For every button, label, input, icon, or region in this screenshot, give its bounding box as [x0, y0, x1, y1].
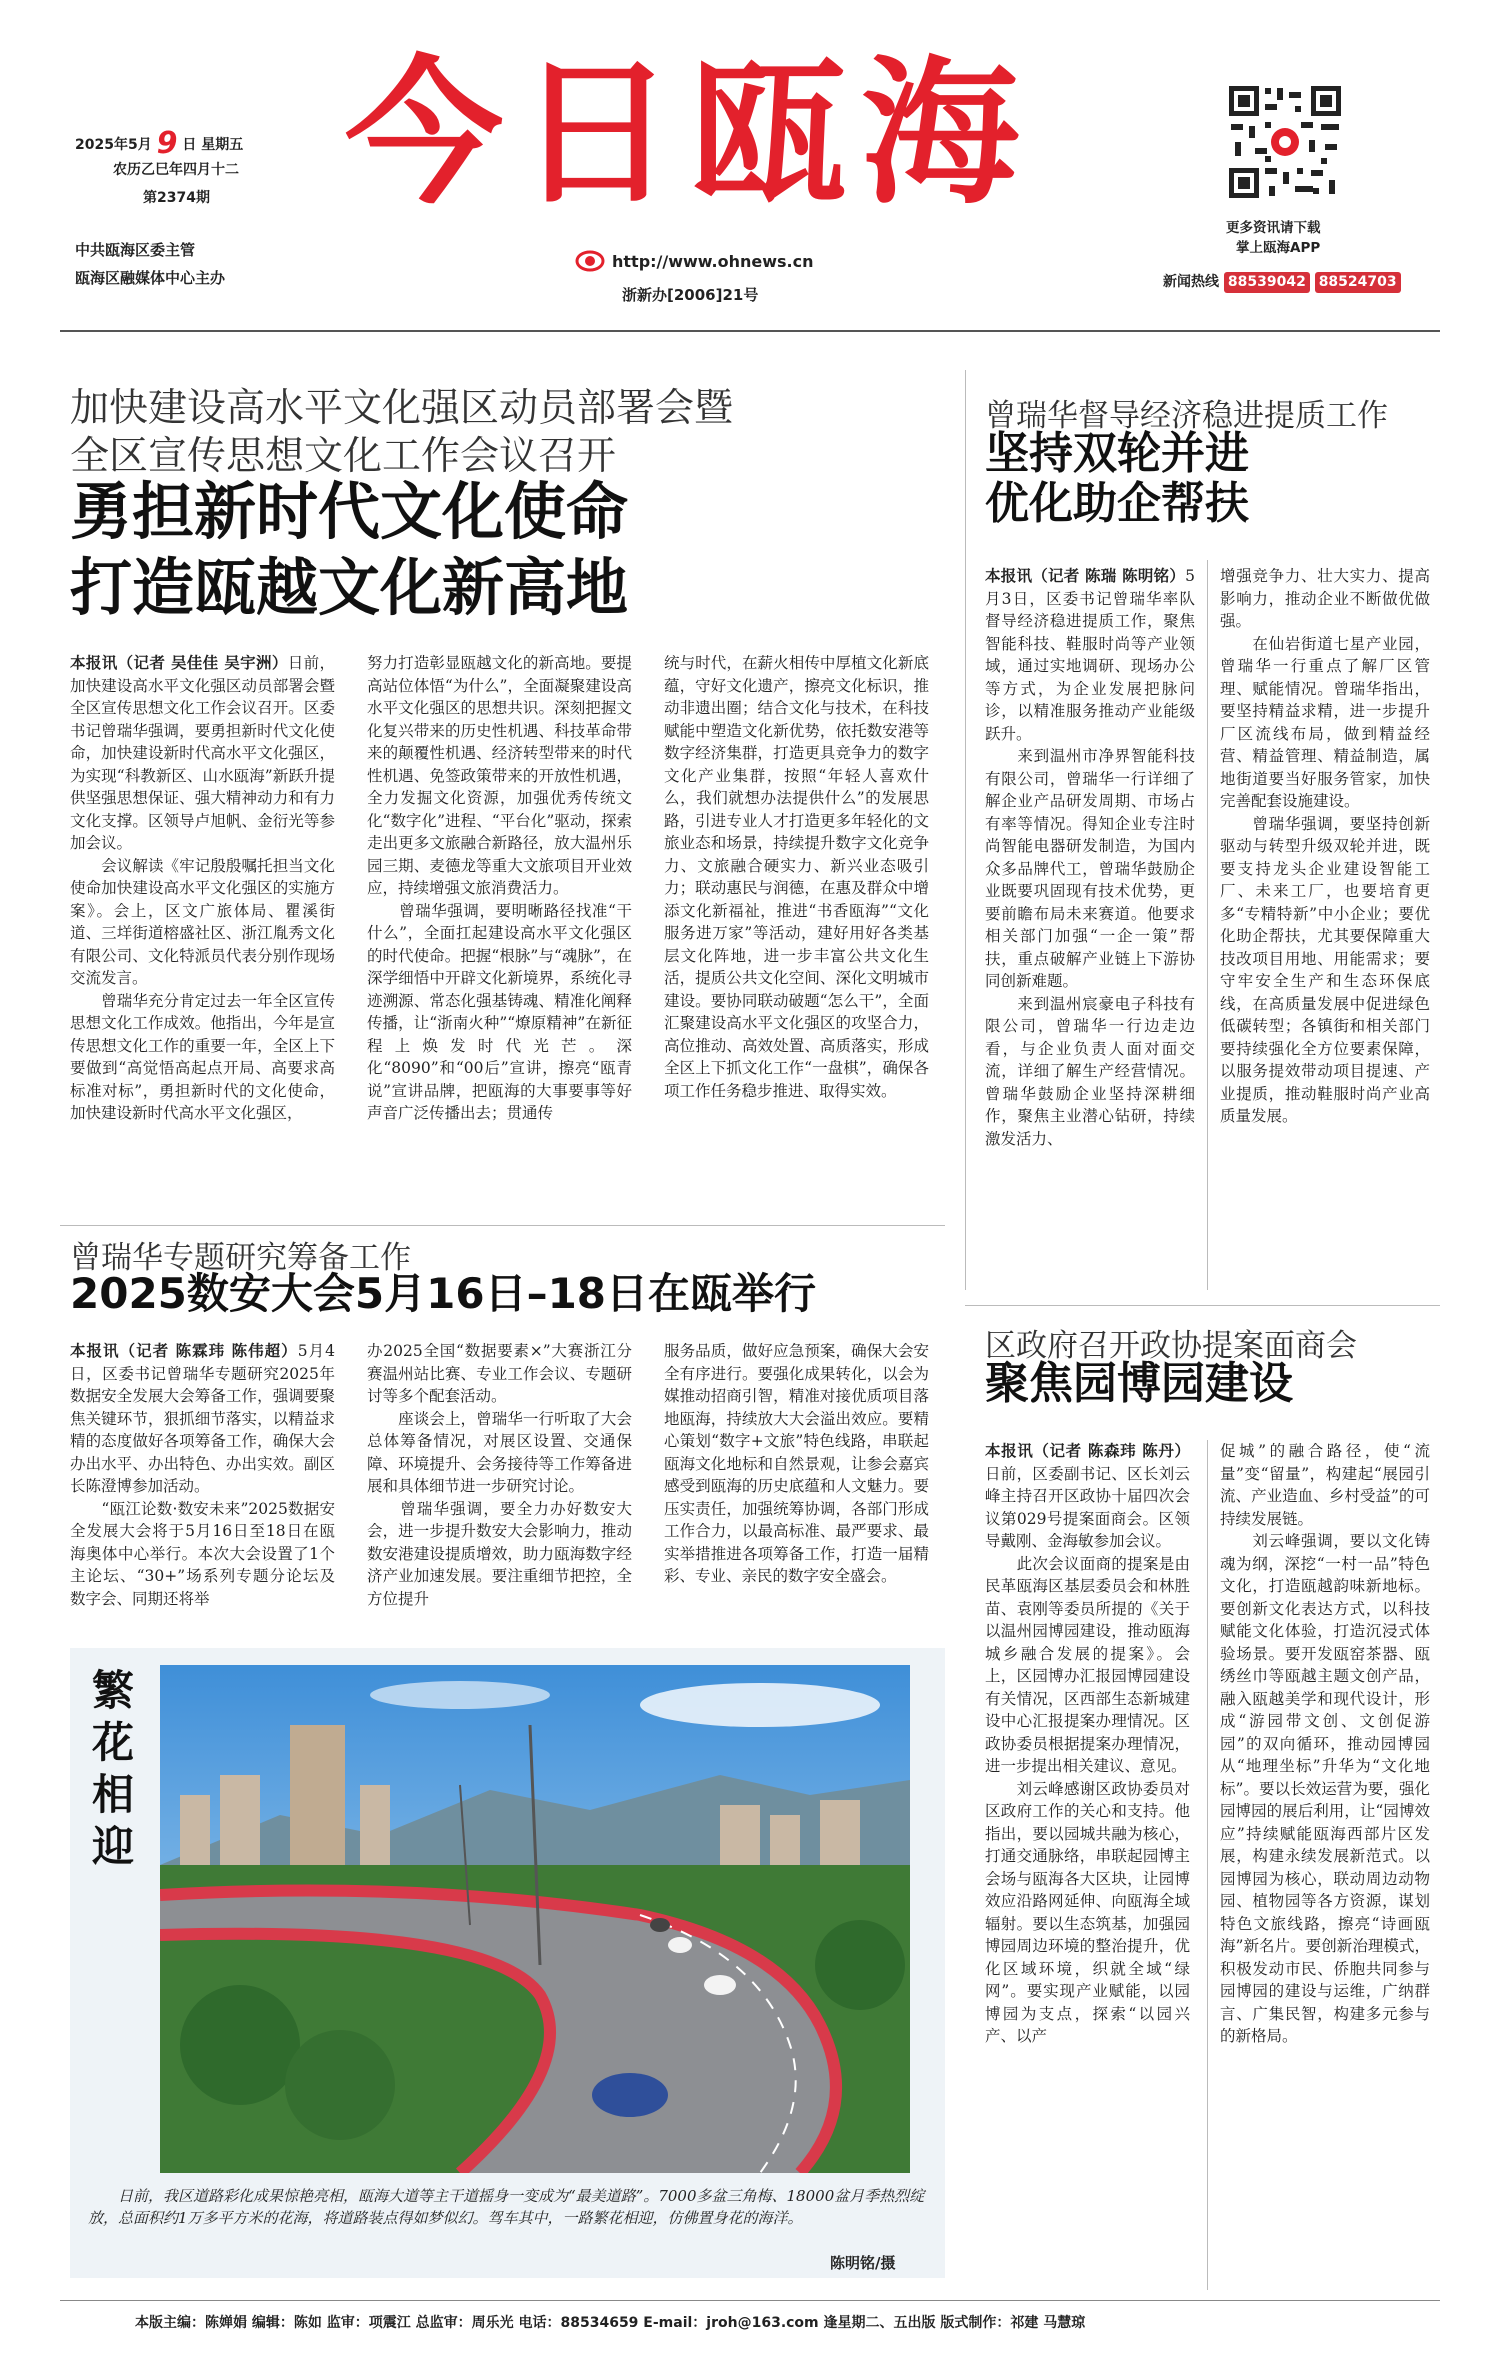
right-top-byline: 本报讯（记者 陈瑞 陈明铭） — [985, 566, 1186, 585]
ie-logo-icon — [575, 250, 605, 272]
hotline-number-2[interactable]: 88524703 — [1315, 272, 1401, 293]
date-weekday: 日 星期五 — [182, 137, 244, 153]
app-promo-1: 更多资讯请下载 — [1226, 220, 1321, 236]
mid-column-2: 办2025全国“数据要素×”大赛浙江分赛温州站比赛、专业工作会议、专题研讨等多个配套活动。 座谈会上，曾瑞华一行听取了大会总体筹备情况，对展区设置、交通保障、环境提升、会务接待等工作筹备进展和具体细节进一步研究讨论。 曾瑞华强调，要全力办好数安大会，进一步提升数安大会影响力，推动数安港建设提质增效，助力瓯海数字经济产业加速发展。要注重细节把控，全方位提升 — [367, 1342, 632, 1608]
date-day: 9 — [156, 126, 178, 161]
right-top-column-1 — [985, 565, 1195, 1285]
right-top-inner-divider — [1207, 560, 1208, 1290]
qr-code-icon — [1225, 82, 1345, 202]
mid-column-1 — [70, 1340, 335, 1640]
photo-credit: 陈明铭/摄 — [830, 2254, 896, 2272]
sponsor-line-1: 中共瓯海区委主管 — [75, 241, 196, 259]
mid-col1-text: 5月4日，区委书记曾瑞华专题研究2025年数据安全发展大会筹备工作，强调要聚焦关键环节，狠抓细节落实，以精益求精的态度做好各项筹备工作，确保大会办出水平、办出特色、办出实效。副区长陈澄博参加活动。 “瓯江论数·数安未来”2025数据安全发展大会将于5月16日至18日在瓯海奥体中心举行。本次大会设置了1个主论坛、“30+”场系列专题分论坛及数字会、同期还将举 — [70, 1342, 335, 1608]
right-top-kicker: 曾瑞华督导经济稳进提质工作 — [985, 398, 1388, 434]
footer-credits: 本版主编：陈婵娟 编辑：陈如 监审：项震江 总监审：周乐光 电话：88534659 E-mail：jroh@163.com 逢星期二、五出版 版式制作：祁建 马慧琼 — [135, 2315, 1086, 2331]
right-top-title-2: 优化助企帮扶 — [985, 478, 1249, 529]
footer-divider — [60, 2300, 1440, 2301]
right-bottom-inner-divider — [1207, 1440, 1208, 2290]
lead-title-2: 打造瓯越文化新高地 — [70, 551, 629, 624]
lead-column-1 — [70, 652, 335, 1232]
right-bottom-col1-text: 日前，区委副书记、区长刘云峰主持召开区政协十届四次会议第029号提案面商会。区领导戴刚、金海敏参加会议。 此次会议面商的提案是由民革瓯海区基层委员会和林胜苗、袁刚等委员所提的《关于以温州园博园建设，推动瓯海城乡融合发展的提案》。会上，区园博办汇报园博园建设有关情况，区西部生态新城建设中心汇报提案办理情况。区政协委员根据提案办理情况，进一步提出相关建议、意见。 刘云峰感谢区政协委员对区政府工作的关心和支持。他指出，要以园城共融为核心，打通交通脉络，串联起园博主会场与瓯海各大区块，让园博效应沿路网延伸、向瓯海全域辐射。要以生态筑基，加强园博园周边环境的整治提升，优化区域环境，织就全域“绿网”。要实现产业赋能，以园博园为支点，探索“以园兴产、以产 — [985, 1464, 1190, 2045]
app-promo-2: 掌上瓯海APP — [1236, 240, 1321, 256]
lead-column-2: 努力打造彰显瓯越文化的新高地。要提高站位体悟“为什么”，全面凝聚建设高水平文化强区的思想共识。深刻把握文化复兴带来的历史性机遇、科技革命带来的颠覆性机遇、经济转型带来的时代性机遇、免签政策带来的开放性机遇，全力发掘文化资源，加强优秀传统文化“数字化”进程、“平台化”驱动，探索走出更多文旅融合新路径，放大温州乐园三期、麦德龙等重大文旅项目开业效应，持续增强文旅消费活力。 曾瑞华强调，要明晰路径找准“干什么”，全面扛起建设高水平文化强区的时代使命。把握“根脉”与“魂脉”，在深学细悟中开辟文化新境界，系统化寻迹溯源、常态化强基铸魂、精准化阐释传播，让“浙南火种”“燎原精神”在新征程上焕发时代光芒。深化“8090”和“00后”宣讲，擦亮“瓯青说”宣讲品牌，把瓯海的大事要事等好声音广泛传播出去；贯通传 — [367, 654, 632, 1122]
photo-feature-title: 繁花相迎 — [91, 1666, 134, 1871]
hotline-number-1[interactable]: 88539042 — [1224, 272, 1310, 293]
lead-byline: 本报讯（记者 吴佳佳 吴宇洲） — [70, 653, 288, 672]
mid-byline: 本报讯（记者 陈霖玮 陈伟超） — [70, 1341, 298, 1360]
right-bottom-kicker: 区政府召开政协提案面商会 — [985, 1328, 1357, 1364]
lead-kicker-2: 全区宣传思想文化工作会议召开 — [70, 434, 617, 479]
right-bottom-column-1 — [985, 1440, 1190, 2295]
news-hotline — [1163, 272, 1401, 293]
road-flowers-photo — [160, 1665, 910, 2173]
mid-title: 2025数安大会5月16日–18日在瓯举行 — [70, 1269, 817, 1318]
date-month: 2025年5月 — [75, 137, 152, 153]
header-divider — [60, 330, 1440, 332]
lunar-date: 农历乙巳年四月十二 — [113, 162, 239, 178]
mid-divider — [60, 1225, 945, 1226]
hotline-label: 新闻热线 — [1163, 274, 1219, 290]
column-divider-top — [965, 370, 966, 1290]
mid-kicker: 曾瑞华专题研究筹备工作 — [70, 1240, 411, 1276]
right-bottom-byline: 本报讯（记者 陈森玮 陈丹） — [985, 1441, 1190, 1460]
license-number: 浙新办[2006]21号 — [622, 286, 759, 304]
right-top-col1-text: 5月3日，区委书记曾瑞华率队督导经济稳进提质工作，聚焦智能科技、鞋服时尚等产业领域，通过实地调研、现场办公等方式，为企业发展把脉问诊，以精准服务推动产业能级跃升。 来到温州市净界智能科技有限公司，曾瑞华一行详细了解企业产品研发周期、市场占有率等情况。得知企业专注时尚智能电器研发制造，为国内众多品牌代工，曾瑞华鼓励企业既要巩固现有技术优势，更要前瞻布局未来赛道。他要求相关部门加强“一企一策”帮扶，重点破解产业链上下游协同创新难题。 来到温州宸豪电子科技有限公司，曾瑞华一行边走边看，与企业负责人面对面交流，详细了解生产经营情况。曾瑞华鼓励企业坚持深耕细作，聚焦主业潜心钻研，持续激发活力、 — [985, 567, 1195, 1148]
right-bottom-divider — [965, 1305, 1440, 1306]
right-top-column-2: 增强竞争力、壮大实力、提高影响力，推动企业不断做优做强。 在仙岩街道七星产业园，曾瑞华一行重点了解厂区管理、赋能情况。曾瑞华指出，要坚持精益求精，进一步提升厂区流线布局，做到精益经营、精益管理、精益制造，属地街道要当好服务管家，加快完善配套设施建设。 曾瑞华强调，要坚持创新驱动与转型升级双轮并进，既要支持龙头企业建设智能工厂、未来工厂，也要培育更多“专精特新”中小企业；要优化助企帮扶，尤其要保障重大技改项目用地、用能需求；要守牢安全生产和生态环保底线，在高质量发展中促进绿色低碳转型；各镇街和相关部门要持续强化全方位要素保障，以服务提效带动项目提速、产业提质，推动鞋服时尚产业高质量发展。 — [1220, 567, 1430, 1125]
lead-kicker-1: 加快建设高水平文化强区动员部署会暨 — [70, 386, 734, 431]
lead-column-3: 统与时代，在薪火相传中厚植文化新底蕴，守好文化遗产，擦亮文化标识，推动非遗出圈；结合文化与技术，在科技赋能中塑造文化新优势，依托数安港等数字经济集群，打造更具竞争力的数字文化产业集群，按照“年轻人喜欢什么，我们就想办法提供什么”的发展思路，引进专业人才打造更多年轻化的文旅业态和场景，持续提升数字文化竞争力、文旅融合硬实力、新兴业态吸引力；联动惠民与润德，在惠及群众中增添文化新福祉，推进“书香瓯海”“文化服务进万家”等活动，建好用好各类基层文化阵地，进一步丰富公共文化生活，提质公共文化空间、深化文明城市建设。要协同联动破题“怎么干”，全面汇聚建设高水平文化强区的攻坚合力，高位推动、高效处置、高质落实，形成全区上下抓文化工作“一盘棋”，确保各项工作任务稳步推进、取得实效。 — [664, 654, 929, 1100]
lead-col1-text: 日前，加快建设高水平文化强区动员部署会暨全区宣传思想文化工作会议召开。区委书记曾瑞华强调，要勇担新时代文化使命，加快建设新时代高水平文化强区，为实现“科教新区、山水瓯海”新跃升提供坚强思想保证、强大精神动力和有力文化支撑。区领导卢旭帆、金衍光等参加会议。 会议解读《牢记殷殷嘱托担当文化使命加快建设高水平文化强区的实施方案》。会上，区文广旅体局、瞿溪街道、三垟街道榕盛社区、浙江胤秀文化有限公司、文化特派员代表分别作现场交流发言。 曾瑞华充分肯定过去一年全区宣传思想文化工作成效。他指出，今年是宣传思想文化工作的重要一年，全区上下要做到“高觉悟高起点开局、高要求高标准对标”，勇担新时代的文化使命，加快建设新时代高水平文化强区， — [70, 654, 335, 1122]
masthead-logo: 今日瓯海 — [345, 41, 1033, 226]
photo-caption: 日前，我区道路彩化成果惊艳亮相，瓯海大道等主干道摇身一变成为“最美道路”。7000多盆三角梅、18000盆月季热烈绽放，总面积约1万多平方米的花海，将道路装点得如梦似幻。驾车其中，一路繁花相迎，仿佛置身花的海洋。 — [88, 2187, 925, 2227]
lead-title-1: 勇担新时代文化使命 — [70, 475, 629, 548]
sponsor-line-2: 瓯海区融媒体中心主办 — [75, 269, 226, 287]
right-bottom-column-2: 促城”的融合路径，使“流量”变“留量”，构建起“展园引流、产业造血、乡村受益”的可持续发展链。 刘云峰强调，要以文化铸魂为纲，深挖“一村一品”特色文化，打造瓯越韵味新地标。要创新文化表达方式，以科技赋能文化体验，打造沉浸式体验场景。要开发瓯窑茶器、瓯绣丝巾等瓯越主题文创产品，融入瓯越美学和现代设计，形成“游园带文创、文创促游园”的双向循环，推动园博园从“地理坐标”升华为“文化地标”。要以长效运营为要，强化园博园的展后利用，让“园博效应”持续赋能瓯海西部片区发展，构建永续发展新范式。以园博园为核心，联动周边动物园、植物园等各方资源，谋划特色文旅线路，擦亮“诗画瓯海”新名片。要创新治理模式，积极发动市民、侨胞共同参与园博园的建设与运维，广纳群言、广集民智，构建多元参与的新格局。 — [1220, 1442, 1430, 2045]
issue-number: 第2374期 — [143, 190, 210, 206]
right-top-title-1: 坚持双轮并进 — [985, 428, 1249, 479]
mid-column-3: 服务品质，做好应急预案，确保大会安全有序进行。要强化成果转化，以会为媒推动招商引智，精准对接优质项目落地瓯海，持续放大大会溢出效应。要精心策划“数字+文旅”特色线路，串联起瓯海文化地标和自然景观，让参会嘉宾感受到瓯海的历史底蕴和人文魅力。要压实责任，加强统筹协调，各部门形成工作合力，以最高标准、最严要求、最实举措推进各项筹备工作，打造一届精彩、专业、亲民的数字安全盛会。 — [664, 1342, 929, 1585]
right-bottom-title: 聚焦园博园建设 — [985, 1358, 1293, 1409]
date-line — [75, 126, 244, 161]
website-link[interactable]: http://www.ohnews.cn — [612, 252, 814, 271]
